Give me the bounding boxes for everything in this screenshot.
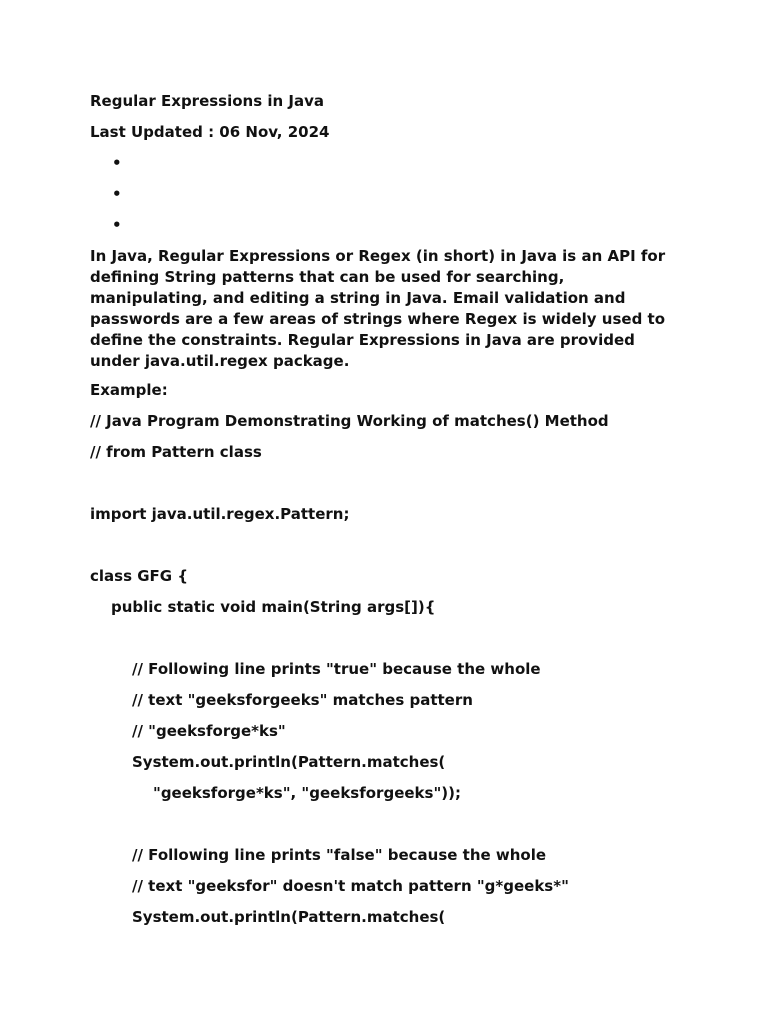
code-line [90, 814, 690, 845]
code-line [90, 628, 690, 659]
empty-bullet-list [90, 153, 690, 246]
code-line: // from Pattern class [90, 443, 262, 461]
code-line: // text "geeksfor" doesn't match pattern "g*geeks*" [132, 877, 569, 895]
code-line: class GFG { [90, 567, 189, 585]
bullet-icon: • [112, 185, 122, 203]
code-line: "geeksforge*ks", "geeksforgeeks")); [153, 784, 461, 802]
code-line: import java.util.regex.Pattern; [90, 505, 350, 523]
code-line [90, 535, 690, 566]
code-line: // Following line prints "true" because the whole [132, 660, 541, 678]
bullet-icon: • [112, 154, 122, 172]
code-line: public static void main(String args[]){ [111, 598, 436, 616]
code-line: System.out.println(Pattern.matches( [132, 753, 446, 771]
example-label: Example: [90, 381, 168, 399]
bullet-icon: • [112, 216, 122, 234]
list-item [90, 184, 690, 215]
code-line: // Following line prints "false" because the whole [132, 846, 547, 864]
code-line: // Java Program Demonstrating Working of matches() Method [90, 412, 609, 430]
code-line [90, 473, 690, 504]
article-title: Regular Expressions in Java [90, 92, 325, 110]
list-item [90, 153, 690, 184]
last-updated: Last Updated : 06 Nov, 2024 [90, 123, 330, 141]
list-item [90, 215, 690, 246]
code-line: System.out.println(Pattern.matches( [132, 908, 446, 926]
code-line: // "geeksforge*ks" [132, 722, 286, 740]
code-line: // text "geeksforgeeks" matches pattern [132, 691, 473, 709]
intro-paragraph: In Java, Regular Expressions or Regex (in short) in Java is an API for defining String patterns that can be used for searching, manipulating, and editing a string in Java. Email validation and passwords are a few areas of strings where Regex is widely used to define the constraints. Regular Expressions in Java are provided under java.util.regex package. [90, 247, 666, 370]
article [90, 91, 690, 938]
code-block [90, 411, 690, 938]
